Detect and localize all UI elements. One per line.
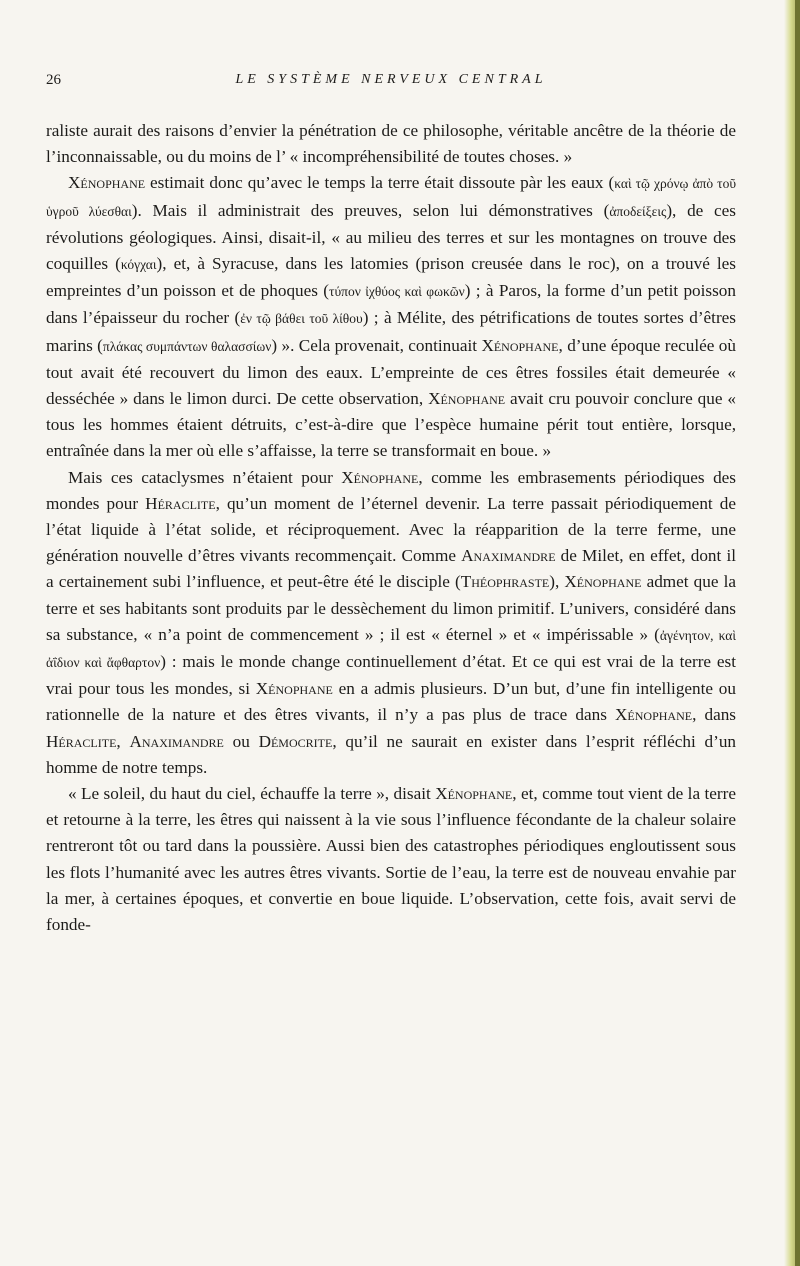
greek-quote: ἀγένητον, καὶ ἀΐδιον καὶ ἄφθαρτον bbox=[46, 627, 736, 671]
text-run: ). Mais il administrait des preuves, selon lui démonstratives ( bbox=[131, 200, 610, 220]
author-name: Xénophane bbox=[564, 572, 642, 592]
text-run: , comme les embrasements périodiques des mondes pour bbox=[46, 467, 736, 513]
text-run: ) ». Cela provenait, continuait bbox=[271, 335, 482, 355]
body-text bbox=[46, 118, 736, 938]
text-run: , qu’un moment de l’éternel devenir. La terre passait périodiquement de l’état liquide à l’état solide, et réciproquement. Avec la réapparition de la terre ferme, une génération nouvelle d’êtres vivants recommençait. Comme bbox=[46, 493, 736, 566]
text-run: raliste aurait des raisons d’envier la pénétration de ce philosophe, véritable ancêtre de la théorie de l’inconnaissable, ou du moins de l’ « incompréhensibilité de toutes choses. » bbox=[46, 121, 736, 167]
author-name: Xénophane bbox=[341, 467, 419, 487]
text-run: , dans bbox=[692, 705, 736, 725]
author-name: Xénophane bbox=[255, 679, 333, 699]
paragraph-1 bbox=[46, 118, 736, 170]
page-header bbox=[46, 72, 736, 96]
running-title: LE SYSTÈME NERVEUX CENTRAL bbox=[235, 72, 547, 87]
author-name: Xénophane bbox=[435, 784, 513, 804]
text-run: « Le soleil, du haut du ciel, échauffe la terre », disait bbox=[68, 784, 436, 804]
paragraph-3 bbox=[46, 465, 736, 781]
text-run: Mais ces cataclysmes n’étaient pour bbox=[68, 467, 342, 487]
text-run: ), de ces révolutions géologiques. Ainsi, disait-il, « au milieu des terres et sur les montagnes on trouve des coquilles ( bbox=[46, 200, 736, 274]
text-run: en a admis plusieurs. D’un but, d’une fin intelligente ou rationnelle de la nature et des êtres vivants, il n’y a pas plus de trace dans bbox=[46, 679, 736, 725]
paragraph-2 bbox=[46, 170, 736, 464]
text-run: , d’une époque reculée où tout avait été recouvert du limon des eaux. L’empreinte de ces êtres fossiles était demeurée « desséchée » dans le limon durci. De cette observation, bbox=[46, 335, 736, 409]
text-run: ) ; à Paros, la forme d’un petit poisson dans l’épaisseur du rocher ( bbox=[46, 281, 736, 328]
greek-quote: κόγχαι bbox=[120, 257, 157, 273]
author-name: Anaximandre bbox=[129, 731, 224, 751]
author-name: Héraclite bbox=[145, 493, 216, 513]
text-run: ) ; à Mélite, des pétrifications de toutes sortes d’êtres marins ( bbox=[46, 308, 736, 355]
greek-quote: ἀποδείξεις bbox=[609, 203, 667, 219]
author-name: Héraclite bbox=[46, 731, 117, 751]
text-run: de Milet, en effet, dont il a certainement subi l’influence, et peut-être été le disciple ( bbox=[46, 546, 736, 592]
text-run: , bbox=[116, 731, 130, 751]
paragraph-4 bbox=[46, 781, 736, 938]
page-number: 26 bbox=[46, 72, 61, 88]
text-run: , et, comme tout vient de la terre et retourne à la terre, les êtres qui naissent à la vie sous l’influence fécondante de la chaleur solaire rentreront tôt ou tard dans la poussière. Aussi bien des catastrophes périodiques engloutissent sous les flots l’humanité avec les autres êtres vivants. Sortie de l’eau, la terre est de nouveau envahie par la mer, à certaines époques, et convertie en boue liquide. L’observation, cette fois, avait servi de fonde- bbox=[46, 784, 736, 935]
author-name: Xénophane bbox=[481, 335, 559, 355]
author-name: Xénophane bbox=[615, 705, 693, 725]
greek-quote: τύπον ἰχθύος καὶ φωκῶν bbox=[329, 284, 465, 300]
page-edge-binding bbox=[795, 0, 800, 1266]
text-run: estimait donc qu’avec le temps la terre était dissoute pàr les eaux ( bbox=[145, 173, 615, 193]
text-run: admet que la terre et ses habitants sont produits par le dessèchement du limon primitif. L’univers, considéré dans sa substance, « n’a point de commencement » ; il est « éternel » et « impérissable » ( bbox=[46, 572, 736, 644]
author-name: Théophraste bbox=[460, 572, 550, 592]
greek-quote: ἐν τῷ βάθει τοῦ λίθου bbox=[240, 311, 363, 327]
author-name: Démocrite bbox=[258, 731, 333, 751]
text-run: ) : mais le monde change continuellement d’état. Et ce qui est vrai de la terre est vrai pour tous les mondes, si bbox=[46, 652, 736, 699]
text-run: ), et, à Syracuse, dans les latomies (prison creusée dans le roc), on a trouvé les empreintes d’un poisson et de phoques ( bbox=[46, 254, 736, 301]
greek-quote: πλάκας συμπάντων θαλασσίων bbox=[102, 338, 272, 354]
greek-quote: καὶ τῷ χρόνῳ ἀπὸ τοῦ ὑγροῦ λύεσθαι bbox=[46, 176, 737, 219]
text-run: , qu’il ne saurait en exister dans l’esprit réfléchi d’un homme de notre temps. bbox=[46, 731, 737, 777]
text-run: ou bbox=[223, 731, 259, 751]
text-run: ), bbox=[549, 572, 565, 592]
author-name: Xénophane bbox=[428, 389, 506, 409]
author-name: Anaximandre bbox=[461, 546, 556, 566]
author-name: Xénophane bbox=[68, 173, 146, 193]
text-run: avait cru pouvoir conclure que « tous les hommes étaient détruits, c’est-à-dire que l’espèce humaine périt tout entière, lorsque, entraînée dans la mer où elle s’affaisse, la terre se transformait en boue. » bbox=[46, 389, 736, 461]
